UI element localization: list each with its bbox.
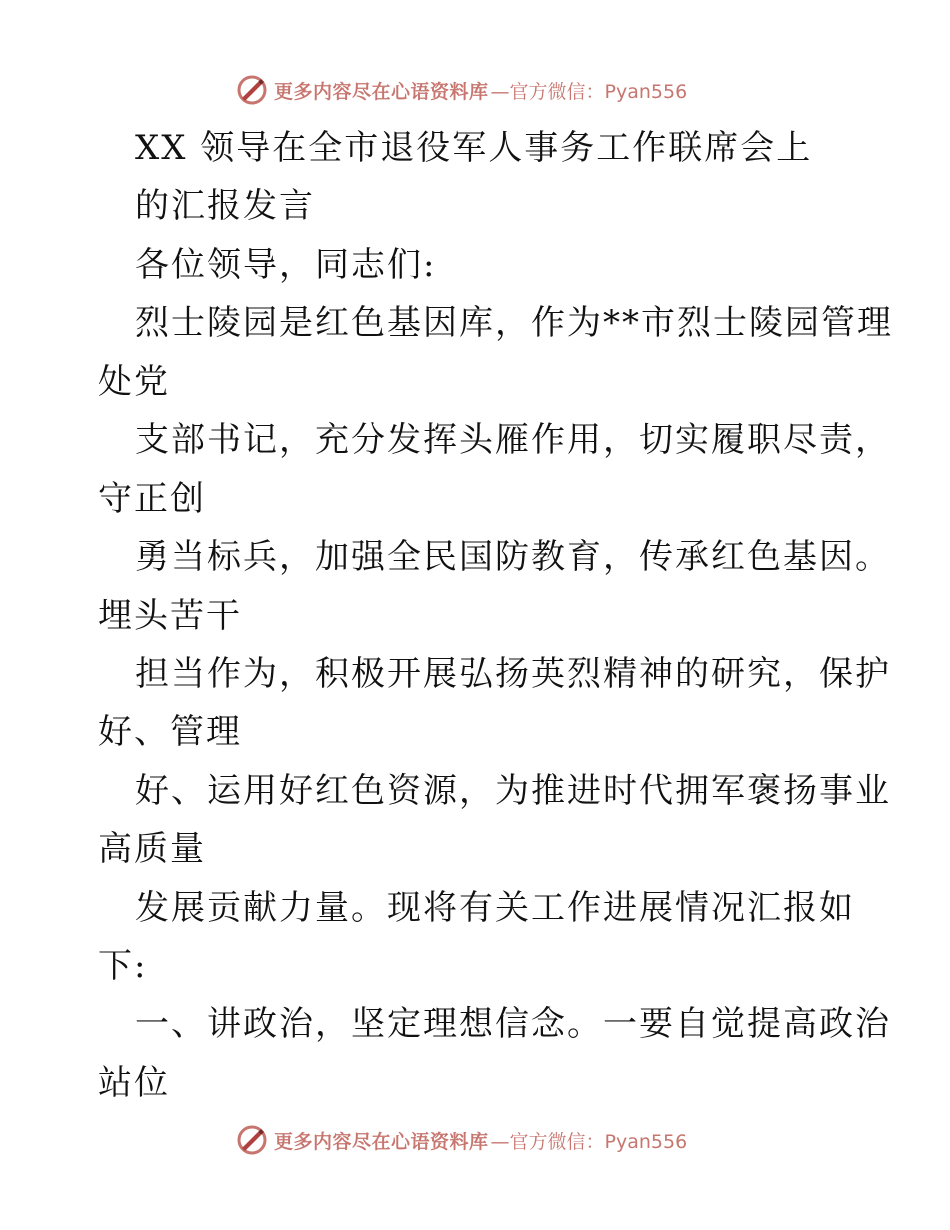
footer-watermark-banner	[236, 1124, 687, 1156]
body-line: 好、运用好红色资源，为推进时代拥军褒扬事业	[135, 771, 891, 811]
body-line: 高质量	[98, 829, 206, 869]
red-pen-swirl-icon	[236, 1124, 268, 1156]
document-title-line-2: 的汇报发言	[135, 186, 315, 226]
document-title-line-1: XX 领导在全市退役军人事务工作联席会上	[135, 128, 813, 168]
banner-wechat-text: —官方微信：Pyan556	[490, 80, 688, 103]
body-line: 埋头苦干	[98, 596, 242, 636]
body-line: 站位	[98, 1063, 170, 1103]
banner-main-text: 更多内容尽在心语资料库	[274, 80, 489, 103]
body-line: 处党	[98, 362, 170, 402]
body-line: 守正创	[98, 479, 206, 519]
section-heading-line: 一、讲政治，坚定理想信念。一要自觉提高政治	[135, 1004, 891, 1044]
banner-main-text: 更多内容尽在心语资料库	[274, 1130, 489, 1153]
body-line: 发展贡献力量。现将有关工作进展情况汇报如	[135, 888, 855, 928]
body-line: 支部书记，充分发挥头雁作用，切实履职尽责，	[135, 420, 891, 460]
banner-wechat-text: —官方微信：Pyan556	[490, 1130, 688, 1153]
salutation: 各位领导，同志们:	[135, 245, 437, 285]
body-line: 好、管理	[98, 712, 242, 752]
body-line: 烈士陵园是红色基因库，作为**市烈士陵园管理	[135, 303, 893, 343]
body-line: 下:	[98, 946, 148, 986]
body-line: 勇当标兵，加强全民国防教育，传承红色基因。	[135, 537, 891, 577]
body-line: 担当作为，积极开展弘扬英烈精神的研究，保护	[135, 654, 891, 694]
